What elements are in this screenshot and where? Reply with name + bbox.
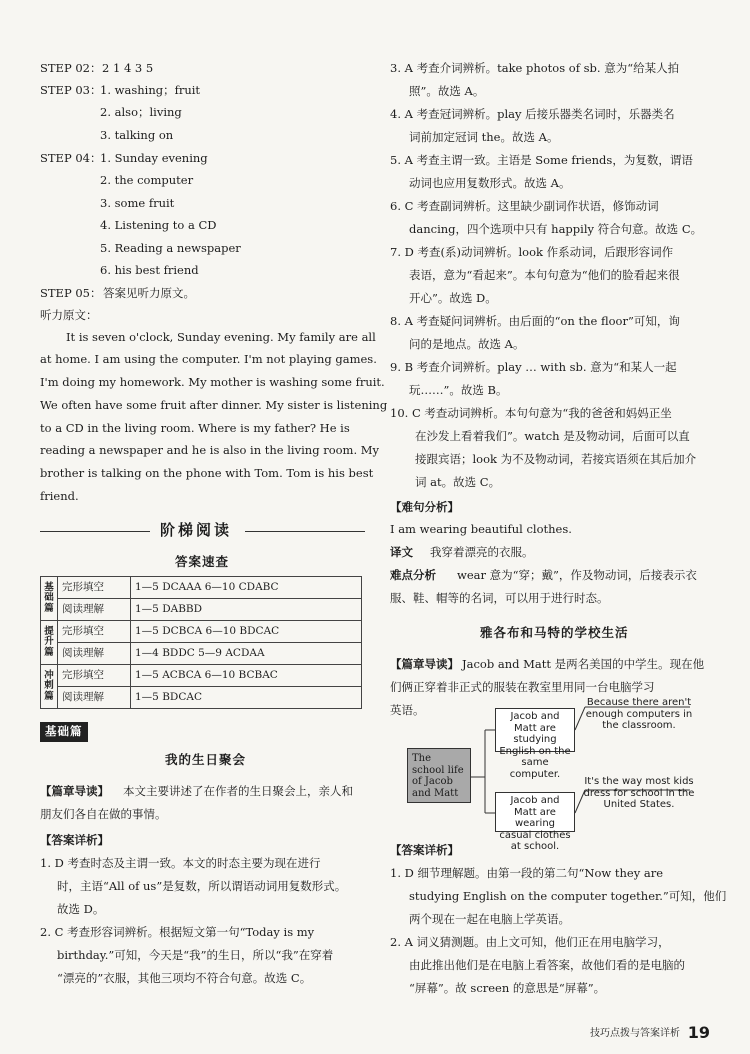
guide-line: 们俩正穿着非正式的服装在教室里用同一台电脑学习 <box>390 680 655 694</box>
step-value: 1. Sunday evening <box>100 151 208 165</box>
diagram-branch: Jacob and Matt are wearing casual clothes at school. <box>495 792 575 832</box>
answers-cell: 1—5 BDCAC <box>131 687 362 709</box>
section-cell: 基础篇 <box>41 577 58 621</box>
diagram-note: Because there aren't enough computers in the classroom. <box>585 697 693 731</box>
detail-line: birthday.”可知，今天是“我”的生日，所以“我”在穿着 <box>57 948 334 962</box>
detail-line: 2. A 词义猜测题。由上文可知，他们正在用电脑学习， <box>390 935 670 949</box>
step-value: 3. talking on <box>100 128 174 142</box>
step-value: 6. his best friend <box>100 263 199 277</box>
detail-line: 时，主语“All of us”是复数，所以谓语动词用复数形式。 <box>57 879 347 893</box>
difficult-label: 【难句分析】 <box>390 500 459 514</box>
table-row <box>41 665 362 687</box>
detail-line: 表语，意为“看起来”。本句句意为“他们的脸看起来很 <box>409 268 680 282</box>
detail-line: 1. D 考查时态及主谓一致。本文的时态主要为现在进行 <box>40 856 321 870</box>
answers-cell: 1—5 ACBCA 6—10 BCBAC <box>131 665 362 687</box>
type-cell: 阅读理解 <box>58 687 131 709</box>
step-label: STEP 04： <box>40 151 102 165</box>
table-row <box>41 599 362 621</box>
detail-label: 【答案详析】 <box>390 843 459 857</box>
listening-label: 听力原文： <box>40 308 98 322</box>
step-label: STEP 02： <box>40 61 102 75</box>
type-cell: 完形填空 <box>58 665 131 687</box>
detail-line: 由此推出他们是在电脑上看答案，故他们看的是电脑的 <box>409 958 685 972</box>
listening-line: It is seven o'clock, Sunday evening. My family are all <box>66 330 376 344</box>
detail-line: 两个现在一起在电脑上学英语。 <box>409 912 570 926</box>
detail-label: 【答案详析】 <box>40 833 109 847</box>
divider <box>40 531 150 532</box>
sub-title: 答案速查 <box>175 554 230 569</box>
step-value: 3. some fruit <box>100 196 175 210</box>
table-row <box>41 621 362 643</box>
answers-cell: 1—4 BDDC 5—9 ACDAA <box>131 643 362 665</box>
detail-line: 10. C 考查动词辨析。本句句意为“我的爸爸和妈妈正坐 <box>390 406 672 420</box>
detail-line: “漂亮的”衣服，其他三项均不符合句意。故选 C。 <box>57 971 312 985</box>
detail-line: 4. A 考查冠词辨析。play 后接乐器类名词时，乐器类名 <box>390 107 675 121</box>
analysis-line: wear 意为“穿；戴”，作及物动词，后接表示衣 <box>457 568 697 582</box>
listening-line: friend. <box>40 489 79 503</box>
detail-line: studying English on the computer together.”可知，他们 <box>409 889 727 903</box>
listening-line: We often have some fruit after dinner. My sister is listening <box>40 398 388 412</box>
diagram-note: It's the way most kids dress for school in the United States. <box>583 776 695 810</box>
step-label: STEP 05： <box>40 286 102 300</box>
answers-cell: 1—5 DCAAA 6—10 CDABC <box>131 577 362 599</box>
detail-line: 词 at。故选 C。 <box>415 475 501 489</box>
step-value: 5. Reading a newspaper <box>100 241 241 255</box>
detail-line: 动词也应用复数形式。故选 A。 <box>409 176 571 190</box>
answer-key-table <box>40 576 362 709</box>
detail-line: 问的是地点。故选 A。 <box>409 337 525 351</box>
detail-line: 6. C 考查副词辨析。这里缺少副词作状语，修饰动词 <box>390 199 659 213</box>
detail-line: 故选 D。 <box>57 902 105 916</box>
answers-cell: 1—5 DCBCA 6—10 BDCAC <box>131 621 362 643</box>
detail-line: 5. A 考查主谓一致。主语是 Some friends，为复数，谓语 <box>390 153 693 167</box>
listening-line: I'm doing my homework. My mother is washing some fruit. <box>40 375 385 389</box>
basic-tag: 基础篇 <box>40 722 88 742</box>
step-value: 2 1 4 3 5 <box>102 61 154 75</box>
table-row <box>41 643 362 665</box>
section-cell: 提升篇 <box>41 621 58 665</box>
listening-line: brother is talking on the phone with Tom. Tom is his best <box>40 466 374 480</box>
guide-label: 【篇章导读】 <box>390 657 459 671</box>
type-cell: 完形填空 <box>58 621 131 643</box>
detail-line: 在沙发上看着我们”。watch 是及物动词，后面可以直 <box>415 429 690 443</box>
step-value: 2. also；living <box>100 105 182 119</box>
detail-line: 接跟宾语；look 为不及物动词，若接宾语须在其后加介 <box>415 452 697 466</box>
analysis-line: 服、鞋、帽等的名词，可以用于进行时态。 <box>390 591 609 605</box>
detail-line: 7. D 考查(系)动词辨析。look 作系动词，后跟形容词作 <box>390 245 674 259</box>
type-cell: 完形填空 <box>58 577 131 599</box>
detail-line: 玩……”。故选 B。 <box>409 383 508 397</box>
footer-text: 技巧点拨与答案详析 <box>590 1027 680 1039</box>
guide-line: Jacob and Matt 是两名美国的中学生。现在他 <box>462 657 705 671</box>
detail-line: 照”。故选 A。 <box>409 84 485 98</box>
answers-cell: 1—5 DABBD <box>131 599 362 621</box>
type-cell: 阅读理解 <box>58 643 131 665</box>
listening-line: reading a newspaper and he is also in the living room. My <box>40 443 380 457</box>
step-value: 1. washing；fruit <box>100 83 201 97</box>
section-cell: 冲刺篇 <box>41 665 58 709</box>
analysis-label: 难点分析 <box>390 568 436 582</box>
listening-line: to a CD in the living room. Where is my father? He is <box>40 421 350 435</box>
type-cell: 阅读理解 <box>58 599 131 621</box>
detail-line: 3. A 考查介词辨析。take photos of sb. 意为“给某人拍 <box>390 61 680 75</box>
guide-line: 本文主要讲述了在作者的生日聚会上，亲人和 <box>123 784 353 798</box>
step-label: STEP 03： <box>40 83 102 97</box>
guide-label: 【篇章导读】 <box>40 784 109 798</box>
table-row <box>41 577 362 599</box>
section-title: 阶梯阅读 <box>160 521 233 539</box>
step-value: 4. Listening to a CD <box>100 218 217 232</box>
table-row <box>41 687 362 709</box>
translation: 我穿着漂亮的衣服。 <box>430 545 534 559</box>
page-number: 19 <box>687 1023 710 1043</box>
detail-line: 2. C 考查形容词辨析。根据短文第一句“Today is my <box>40 925 315 939</box>
step-value: 答案见听力原文。 <box>103 286 195 300</box>
detail-line: “屏幕”。故 screen 的意思是“屏幕”。 <box>409 981 606 995</box>
difficult-sentence: I am wearing beautiful clothes. <box>390 522 572 536</box>
guide-line: 英语。 <box>390 703 425 717</box>
detail-line: 8. A 考查疑问词辨析。由后面的“on the floor”可知，询 <box>390 314 680 328</box>
detail-line: dancing，四个选项中只有 happily 符合句意。故选 C。 <box>409 222 703 236</box>
detail-line: 9. B 考查介词辨析。play … with sb. 意为“和某人一起 <box>390 360 677 374</box>
divider <box>245 531 365 532</box>
diagram-root: The school life of Jacob and Matt <box>407 748 471 803</box>
step-value: 2. the computer <box>100 173 194 187</box>
detail-line: 1. D 细节理解题。由第一段的第二句“Now they are <box>390 866 664 880</box>
detail-line: 开心”。故选 D。 <box>409 291 497 305</box>
translation-label: 译文 <box>390 545 413 559</box>
listening-line: at home. I am using the computer. I'm not playing games. <box>40 352 377 366</box>
detail-line: 词前加定冠词 the。故选 A。 <box>409 130 559 144</box>
article-title: 雅各布和马特的学校生活 <box>480 625 629 640</box>
diagram-branch: Jacob and Matt are studying English on the same computer. <box>495 708 575 752</box>
guide-line: 朋友们各自在做的事情。 <box>40 807 167 821</box>
article-title: 我的生日聚会 <box>165 752 247 767</box>
